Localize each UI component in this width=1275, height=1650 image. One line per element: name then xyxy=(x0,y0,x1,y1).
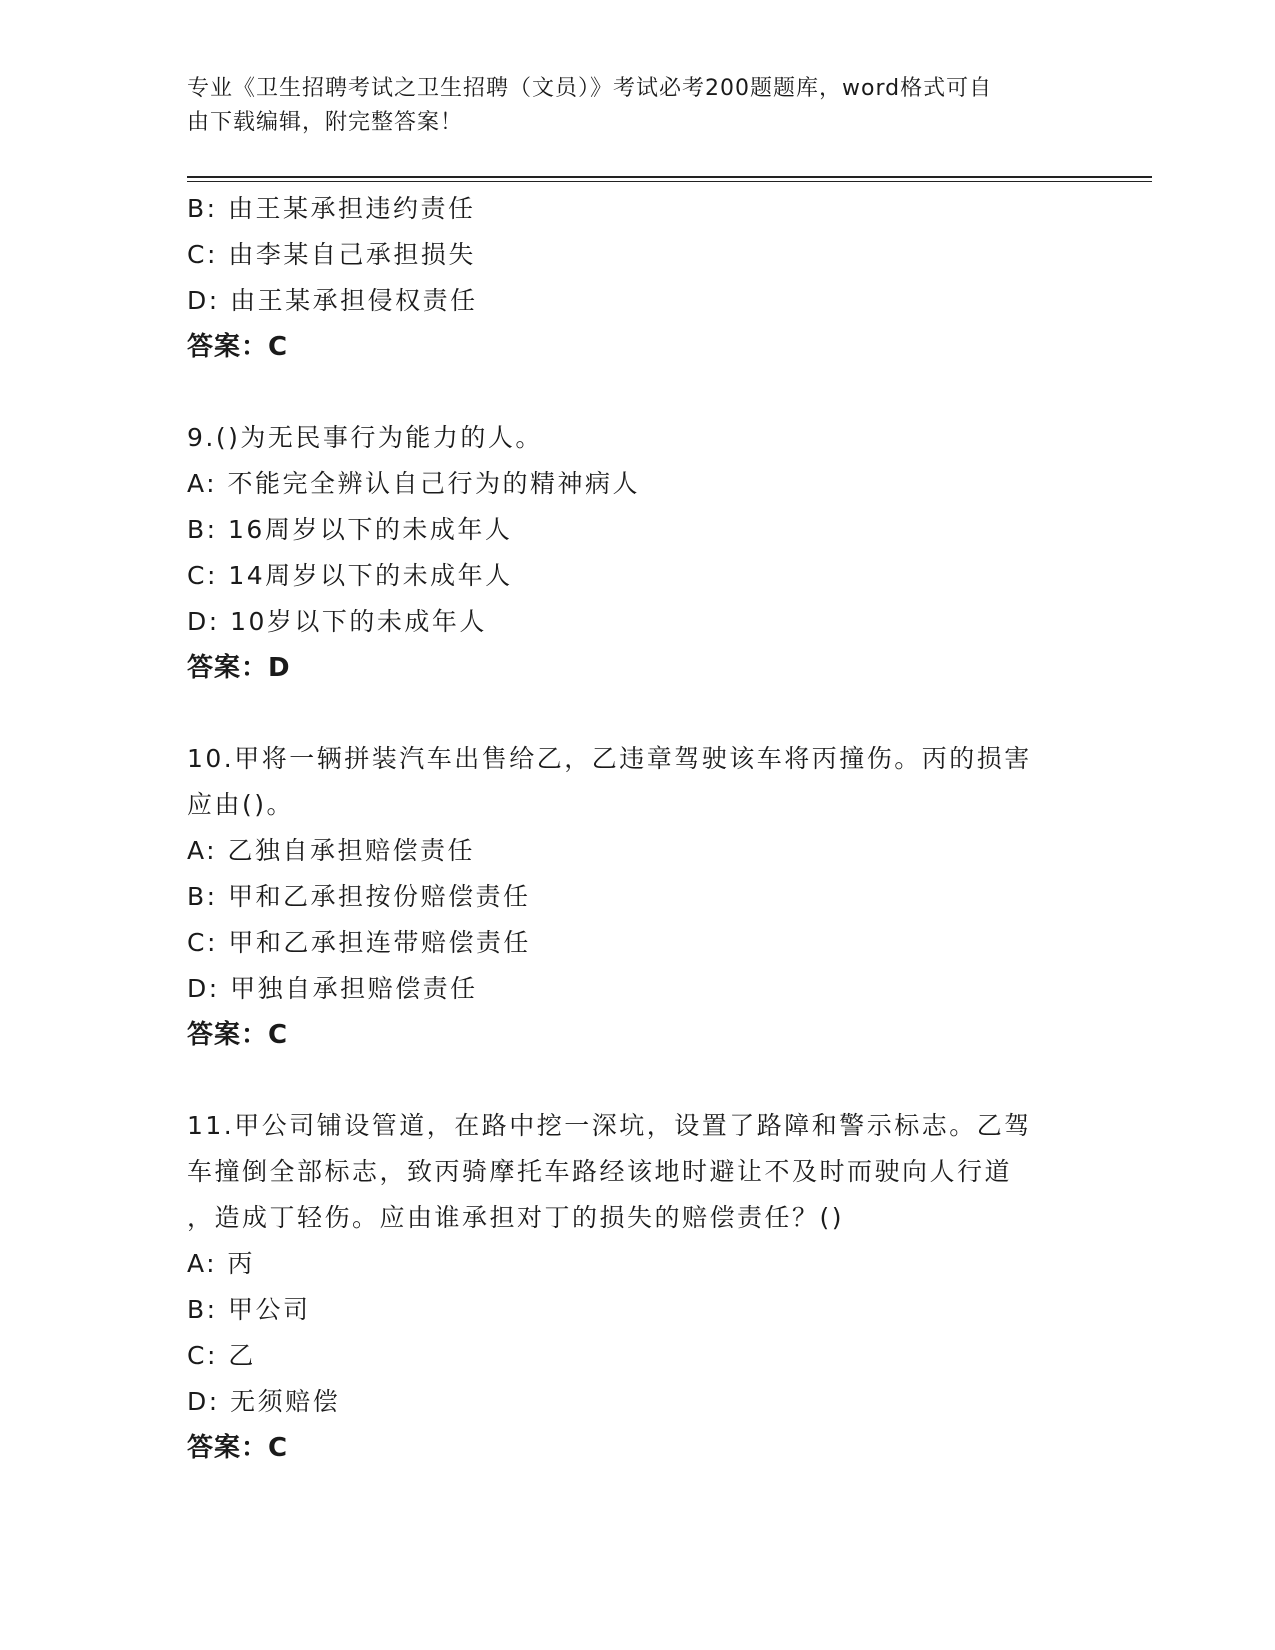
spacer xyxy=(187,691,1087,736)
spacer xyxy=(187,370,1087,415)
answer-line: 答案：C xyxy=(187,1020,289,1050)
spacer xyxy=(187,1058,1087,1103)
question-9 xyxy=(187,415,1087,691)
question-text: 11.甲公司铺设管道，在路中挖一深坑，设置了路障和警示标志。乙驾 xyxy=(187,1111,1032,1140)
option-d: D: 10岁以下的未成年人 xyxy=(187,607,487,636)
question-text: 9.()为无民事行为能力的人。 xyxy=(187,423,543,452)
question-text: ，造成丁轻伤。应由谁承担对丁的损失的赔偿责任？() xyxy=(187,1203,845,1232)
header-line-1: 专业《卫生招聘考试之卫生招聘（文员）》考试必考200题题库，word格式可自 xyxy=(187,76,993,101)
question-text: 10.甲将一辆拼装汽车出售给乙，乙违章驾驶该车将丙撞伤。丙的损害 xyxy=(187,744,1032,773)
answer-line: 答案：C xyxy=(187,332,289,362)
option-c: C: 14周岁以下的未成年人 xyxy=(187,561,513,590)
question-text: 应由()。 xyxy=(187,790,295,819)
question-10 xyxy=(187,736,1087,1058)
option-a: A: 不能完全辨认自己行为的精神病人 xyxy=(187,469,641,498)
option-d: D: 由王某承担侵权责任 xyxy=(187,286,478,315)
header-divider-thick xyxy=(187,176,1152,178)
option-a: A: 丙 xyxy=(187,1249,256,1278)
header-divider-thin xyxy=(187,181,1152,182)
answer-line: 答案：D xyxy=(187,653,291,683)
option-d: D: 甲独自承担赔偿责任 xyxy=(187,974,478,1003)
document-header xyxy=(187,72,1087,140)
question-text: 车撞倒全部标志，致丙骑摩托车路经该地时避让不及时而驶向人行道 xyxy=(187,1157,1013,1186)
option-b: B: 甲和乙承担按份赔偿责任 xyxy=(187,882,531,911)
option-c: C: 由李某自己承担损失 xyxy=(187,240,476,269)
question-8-continuation xyxy=(187,186,1087,370)
option-a: A: 乙独自承担赔偿责任 xyxy=(187,836,476,865)
option-b: B: 由王某承担违约责任 xyxy=(187,194,476,223)
option-c: C: 乙 xyxy=(187,1341,256,1370)
question-11 xyxy=(187,1103,1087,1471)
option-d: D: 无须赔偿 xyxy=(187,1387,341,1416)
option-b: B: 甲公司 xyxy=(187,1295,311,1324)
option-b: B: 16周岁以下的未成年人 xyxy=(187,515,513,544)
option-c: C: 甲和乙承担连带赔偿责任 xyxy=(187,928,531,957)
answer-line: 答案：C xyxy=(187,1433,289,1463)
question-list xyxy=(187,186,1087,1471)
header-line-2: 由下载编辑，附完整答案！ xyxy=(187,110,464,135)
